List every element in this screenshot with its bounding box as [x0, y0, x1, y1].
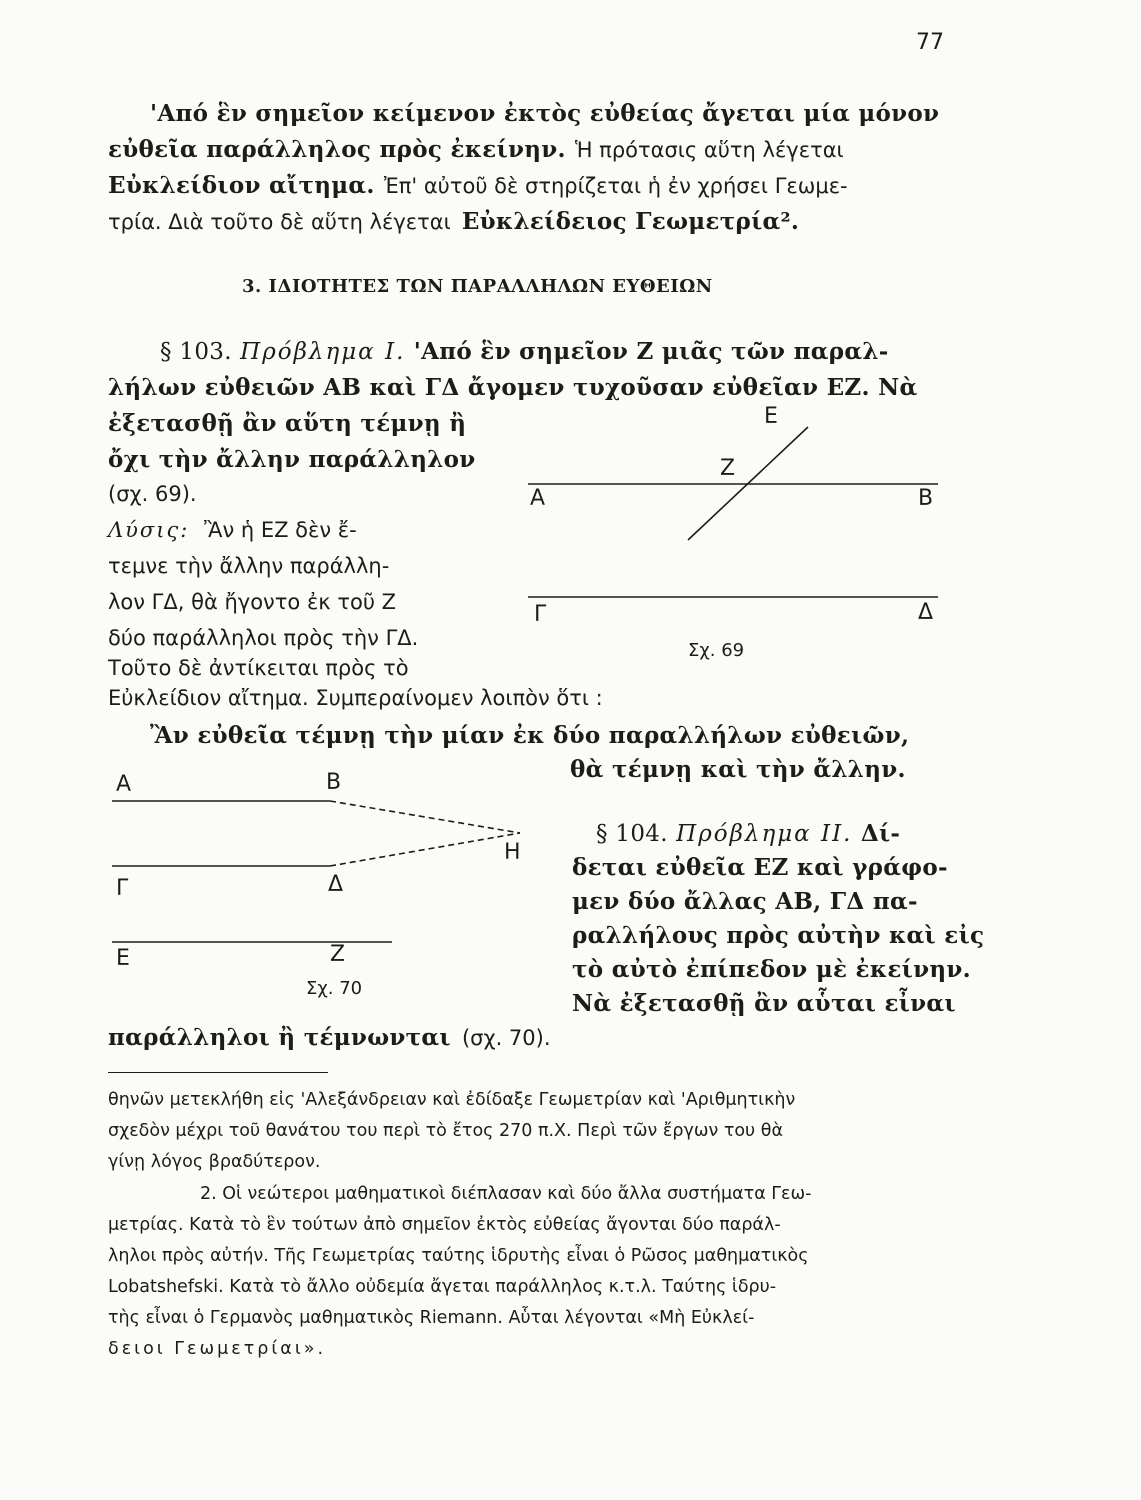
problem-104-line-6: Νὰ ἐξετασθῇ ἂν αὗται εἶναι [572, 990, 956, 1017]
fig70-label-z: Ζ [330, 942, 346, 967]
intro-line-4: τρία. Διὰ τοῦτο δὲ αὕτη λέγεται Εὐκλείδειος Γεωμετρία². [108, 208, 800, 235]
problem-104-line-5: τὸ αὐτὸ ἐπίπεδον μὲ ἐκείνην. [572, 956, 971, 983]
conclusion-line-1: Ἂν εὐθεῖα τέμνῃ τὴν μίαν ἐκ δύο παραλλήλων εὐθειῶν, [150, 722, 910, 749]
footnote-line-1: θηνῶν μετεκλήθη εἰς 'Αλεξάνδρειαν καὶ ἐδίδαξε Γεωμετρίαν καὶ 'Αριθμητικὴν [108, 1090, 796, 1110]
solution-line-2: τεμνε τὴν ἄλλην παράλλη- [108, 554, 390, 578]
solution-line-4: δύο παράλληλοι πρὸς τὴν ΓΔ. [108, 626, 419, 650]
intro-line-1: 'Από ἓν σημεῖον κείμενον ἐκτὸς εὐθείας ἄγεται μία μόνον [150, 100, 940, 127]
fig70-label-e: Ε [116, 946, 130, 971]
fig69-label-b: Β [918, 486, 934, 511]
problem-104-line-1: § 104. Πρόβλημα ΙΙ. Δί- [596, 820, 901, 847]
solution-line-5: Τοῦτο δὲ ἀντίκειται πρὸς τὸ [108, 656, 409, 680]
footnote-line-7: Lobatshefski. Κατὰ τὸ ἄλλο οὐδεμία ἄγεται παράλληλος κ.τ.λ. Ταύτης ἱδρυ- [108, 1277, 777, 1297]
fig70-label-a: Α [116, 772, 132, 797]
figure-ref-69: (σχ. 69). [108, 482, 197, 506]
problem-104-line-4: ραλλήλους πρὸς αὐτὴν καὶ εἰς [572, 922, 985, 949]
section-title: 3. ΙΔΙΟΤΗΤΕΣ ΤΩΝ ΠΑΡΑΛΛΗΛΩΝ ΕΥΘΕΙΩΝ [242, 276, 713, 297]
footnote-line-4: 2. Οἱ νεώτεροι μαθηματικοὶ διέπλασαν καὶ δύο ἄλλα συστήματα Γεω- [200, 1184, 812, 1204]
fig70-label-g: Γ [116, 876, 129, 901]
solution-line-1: Λύσις: Ἂν ἡ ΕΖ δὲν ἔ- [108, 518, 357, 542]
fig69-label-a: Α [530, 486, 546, 511]
problem-103-line-2: λήλων εὐθειῶν ΑΒ καὶ ΓΔ ἄγομεν τυχοῦσαν εὐθεῖαν ΕΖ. Νὰ [108, 374, 918, 401]
solution-line-3: λον ΓΔ, θὰ ἤγοντο ἐκ τοῦ Ζ [108, 590, 397, 614]
solution-line-6: Εὐκλείδιον αἴτημα. Συμπεραίνομεν λοιπὸν ὅτι : [108, 686, 603, 710]
footnote-line-9: δειοι Γεωμετρίαι». [108, 1339, 327, 1359]
fig69-label-d: Δ [918, 600, 934, 625]
footnote-line-6: ληλοι πρὸς αὐτήν. Τῆς Γεωμετρίας ταύτης ἱδρυτὴς εἶναι ὁ Ρῶσος μαθηματικὸς [108, 1246, 809, 1266]
problem-104-line-7: παράλληλοι ἢ τέμνωνται (σχ. 70). [108, 1024, 551, 1051]
fig69-label-e: Ε [764, 404, 778, 429]
footnote-line-3: γίνῃ λόγος βραδύτερον. [108, 1152, 321, 1172]
figure-69-caption: Σχ. 69 [688, 640, 745, 661]
problem-104-line-3: μεν δύο ἄλλας ΑΒ, ΓΔ πα- [572, 888, 918, 915]
fig69-label-z: Ζ [720, 456, 736, 481]
footnote-line-5: μετρίας. Κατὰ τὸ ἓν τούτων ἀπὸ σημεῖον ἐκτὸς εὐθείας ἄγονται δύο παράλ- [108, 1215, 781, 1235]
figure-70-caption: Σχ. 70 [306, 978, 363, 999]
footnote-rule [108, 1072, 328, 1073]
page-number: 77 [916, 30, 944, 55]
problem-103-line-1: § 103. Πρόβλημα Ι. 'Από ἓν σημεῖον Ζ μιᾶς τῶν παραλ- [160, 338, 889, 365]
footnote-line-8: τὴς εἶναι ὁ Γερμανὸς μαθηματικὸς Riemann. Αὗται λέγονται «Μὴ Εὐκλεί- [108, 1308, 755, 1328]
line-bh-dashed [330, 801, 520, 833]
conclusion-line-2: θὰ τέμνῃ καὶ τὴν ἄλλην. [570, 756, 906, 783]
problem-103-line-4: ὄχι τὴν ἄλλην παράλληλον [108, 446, 476, 473]
problem-104-line-2: δεται εὐθεῖα ΕΖ καὶ γράφο- [572, 854, 948, 881]
fig70-label-d: Δ [328, 872, 344, 897]
fig70-label-b: Β [326, 770, 342, 795]
intro-line-2: εὐθεῖα παράλληλος πρὸς ἐκείνην. Ἡ πρότασις αὕτη λέγεται [108, 136, 844, 163]
footnote-line-2: σχεδὸν μέχρι τοῦ θανάτου του περὶ τὸ ἔτος 270 π.Χ. Περὶ τῶν ἔργων του θὰ [108, 1121, 783, 1141]
line-dh-dashed [330, 833, 520, 866]
fig70-label-h: Η [504, 840, 521, 865]
fig69-label-g: Γ [534, 602, 547, 627]
problem-103-line-3: ἐξετασθῇ ἂν αὕτη τέμνῃ ἢ [108, 410, 467, 437]
intro-line-3: Εὐκλείδιον αἴτημα. Ἐπ' αὐτοῦ δὲ στηρίζεται ἡ ἐν χρήσει Γεωμε- [108, 172, 848, 199]
